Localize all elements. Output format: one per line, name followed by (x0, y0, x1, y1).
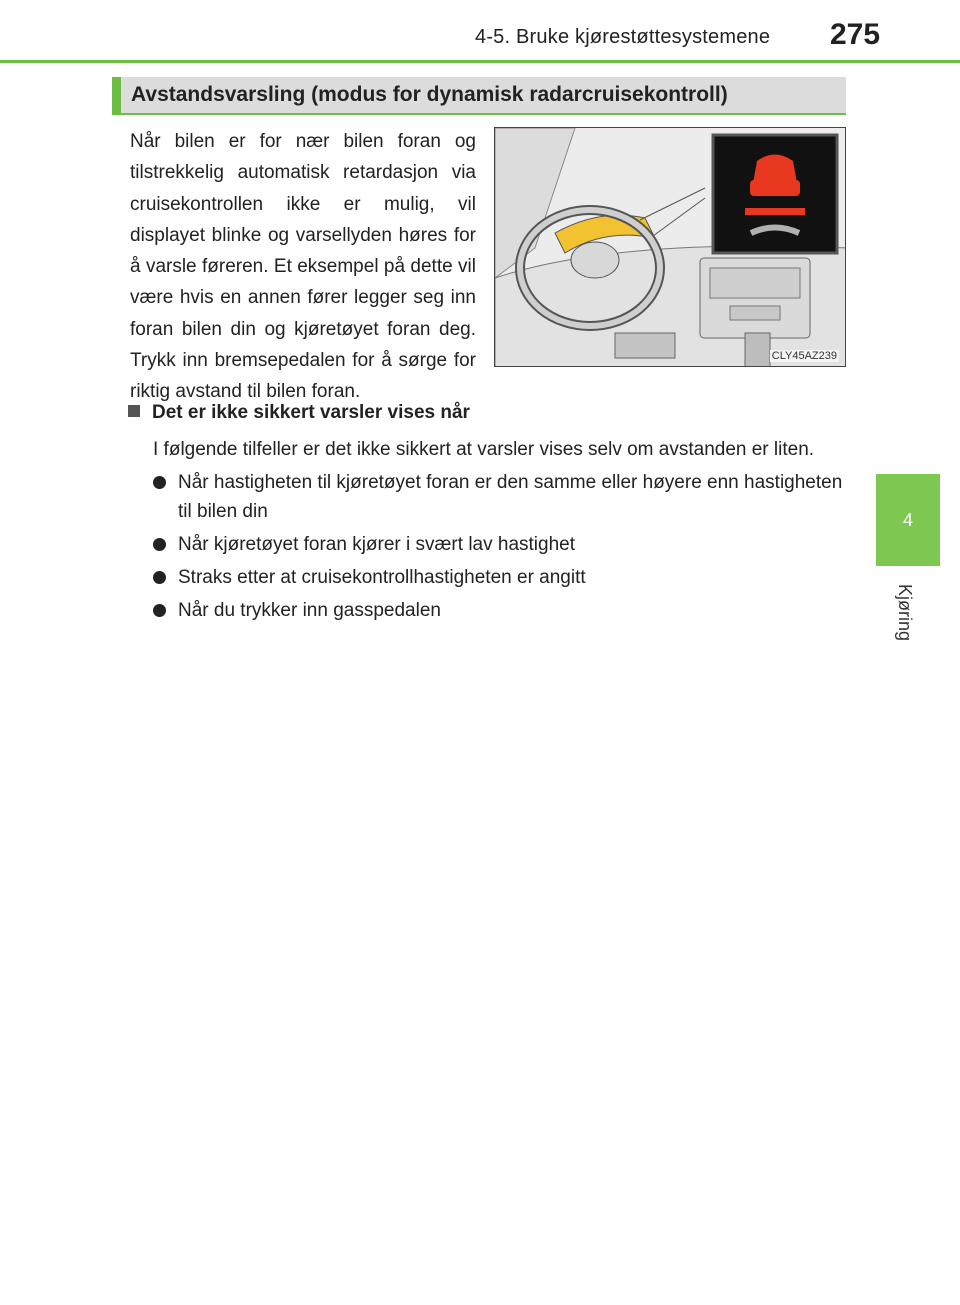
chapter-tab-label-text: Kjøring (895, 584, 915, 642)
chapter-tab-number: 4 (902, 509, 913, 530)
intro-paragraph: Når bilen er for nær bilen foran og tilstrekkelig automatisk retardasjon via cruisekontrollen ikke er mulig, vil displayet blinke og varsellyden høres for å varsle føreren. Et eksempel på dette vil være hvis en annen fører legger seg inn foran bilen din og kjøretøyet foran deg. Trykk inn bremsepedalen for å sørge for riktig avstand til bilen foran. (130, 131, 476, 403)
list-item: Når hastigheten til kjøretøyet foran er den samme eller høyere enn hastigheten til bilen din (153, 468, 843, 526)
list-item: Straks etter at cruisekontrollhastigheten er angitt (153, 563, 843, 592)
bullet-dot-icon (153, 571, 166, 584)
section-title: Avstandsvarsling (modus for dynamisk radarcruisekontroll) (131, 83, 728, 106)
dashboard-drawing (495, 128, 846, 367)
bullet-dot-icon (153, 538, 166, 551)
subsection-heading (128, 402, 470, 424)
subsection-lead: I følgende tilfeller er det ikke sikkert at varsler vises selv om avstanden er liten. (153, 439, 815, 460)
page-number: 275 (830, 18, 881, 51)
list-item: Når du trykker inn gasspedalen (153, 596, 843, 625)
section-header (112, 77, 846, 115)
square-bullet-icon (128, 405, 140, 417)
section-header-accent (112, 77, 121, 113)
header-rule (0, 60, 960, 63)
chapter-title: 4-5. Bruke kjørestøttesystemene (475, 26, 771, 48)
bullet-list (153, 468, 843, 629)
chapter-tab-label (893, 584, 917, 654)
list-item: Når kjøretøyet foran kjører i svært lav hastighet (153, 530, 843, 559)
subsection-heading-text: Det er ikke sikkert varsler vises når (152, 402, 470, 423)
dashboard-illustration (494, 127, 846, 367)
bullet-dot-icon (153, 476, 166, 489)
figure-code: CLY45AZ239 (771, 350, 837, 362)
chapter-tab[interactable] (876, 474, 940, 566)
bullet-dot-icon (153, 604, 166, 617)
